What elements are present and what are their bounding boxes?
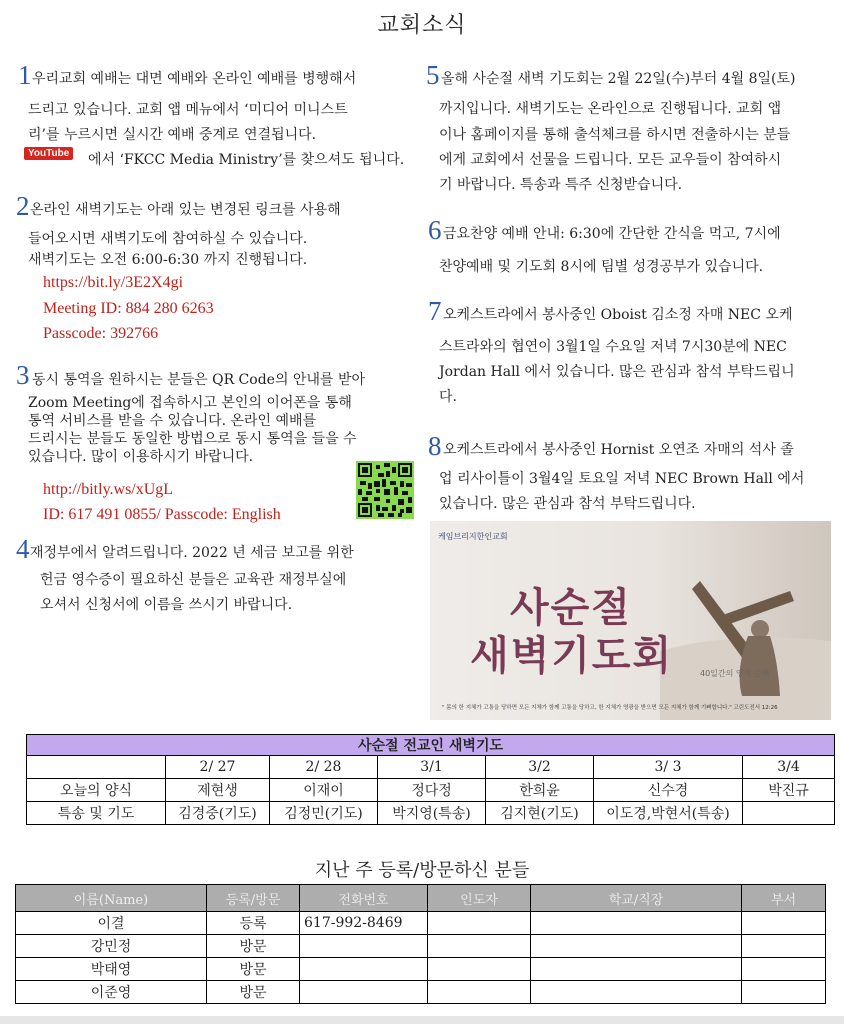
banner-verse: " 몸의 한 지체가 고통을 당하면 모든 지체가 함께 고통을 당하고, 한 지체가 영광을 받으면 모든 지체가 함께 기뻐합니다." 고린도전서 12:26 (442, 705, 778, 711)
table-cell (428, 935, 531, 958)
notice-line: 새벽기도는 오전 6:00-6:30 까지 진행됩니다. (28, 252, 308, 268)
date-cell: 2/ 27 (166, 756, 270, 779)
table-cell: 방문 (207, 981, 300, 1004)
notice-line: 오셔서 신청서에 이름을 쓰시기 바랍니다. (40, 597, 293, 613)
church-logo: 케임브리지한인교회 (438, 532, 508, 541)
notice-number: 3 (16, 360, 30, 390)
table-cell (742, 958, 826, 981)
table-row (27, 802, 835, 825)
notice-line: 들어오시면 새벽기도에 참여하실 수 있습니다. (28, 231, 308, 247)
notice-line: 에서 ‘FKCC Media Ministry’를 찾으셔도 됩니다. (88, 152, 405, 168)
row-label: 특송 및 기도 (27, 802, 166, 825)
row-label: 오늘의 양식 (27, 779, 166, 802)
table-cell (428, 981, 531, 1004)
notice-line: 올해 사순절 새벽 기도회는 2월 22일(수)부터 4월 8일(토) (441, 71, 796, 87)
table-cell (428, 958, 531, 981)
table-row (16, 958, 826, 981)
interpretation-id: ID: 617 491 0855/ Passcode: English (43, 506, 281, 523)
table-cell: 한희윤 (486, 779, 594, 802)
table-cell (742, 981, 826, 1004)
notice-number: 4 (16, 534, 30, 564)
visitors-header-row (16, 885, 826, 912)
zoom-link[interactable]: https://bit.ly/3E2X4gi (43, 274, 184, 291)
table-cell: 이재이 (270, 779, 378, 802)
notice-line: Zoom Meeting에 접속하시고 본인의 이어폰을 통해 (28, 395, 352, 411)
table-row (16, 912, 826, 935)
table-cell (300, 935, 428, 958)
notice-line: 오케스트라에서 봉사중인 Hornist 오연조 자매의 석사 졸 (443, 442, 794, 458)
column-header: 학교/직장 (531, 885, 742, 912)
table-cell: 제현생 (166, 779, 270, 802)
banner-title-1: 사순절 (510, 585, 632, 631)
notice-number: 5 (426, 60, 440, 90)
table-row (16, 981, 826, 1004)
column-header: 등록/방문 (207, 885, 300, 912)
schedule-date-row (27, 756, 835, 779)
table-cell: 박지영(특송) (378, 802, 486, 825)
visitors-table (15, 884, 826, 1004)
column-header: 인도자 (428, 885, 531, 912)
column-header: 부서 (742, 885, 826, 912)
notice-line: 기 바랍니다. 특송과 특주 신청받습니다. (439, 177, 683, 193)
notice-line: 있습니다. 많은 관심과 참석 부탁드립니다. (439, 496, 696, 512)
date-cell: 3/4 (743, 756, 835, 779)
notice-line: 이나 홈페이지를 통해 출석체크를 하시면 전출하시는 분들 (439, 127, 791, 143)
notice-line: 다. (439, 389, 457, 405)
banner-subtitle: 40일간의 영적 순례 (700, 669, 770, 678)
banner-title-2: 새벽기도회 (470, 633, 674, 679)
notice-number: 1 (18, 60, 32, 90)
notice-line: 우리교회 예배는 대면 예배와 온라인 예배를 병행해서 (32, 71, 357, 87)
notice-number: 6 (428, 215, 442, 245)
table-cell: 박태영 (16, 958, 207, 981)
notice-number: 7 (428, 296, 442, 326)
date-cell: 2/ 28 (270, 756, 378, 779)
table-cell (300, 981, 428, 1004)
notice-line: 스트라와의 협연이 3월1일 수요일 저녁 7시30분에 NEC (439, 339, 787, 355)
table-cell (742, 912, 826, 935)
table-cell: 강민정 (16, 935, 207, 958)
notice-line: 재정부에서 알려드립니다. 2022 년 세금 보고를 위한 (30, 545, 354, 561)
table-row (27, 779, 835, 802)
notice-line: 드리시는 분들도 동일한 방법으로 동시 통역을 들을 수 (28, 431, 357, 447)
notice-line: 에게 교회에서 선물을 드립니다. 모든 교우들이 참여하시 (439, 152, 782, 168)
page-title: 교회소식 (377, 13, 467, 38)
page-bottom-edge (0, 1016, 844, 1024)
passcode: Passcode: 392766 (43, 325, 159, 342)
table-cell (531, 935, 742, 958)
table-cell: 김경중(기도) (166, 802, 270, 825)
table-cell (742, 935, 826, 958)
date-cell: 3/1 (378, 756, 486, 779)
table-cell: 이준영 (16, 981, 207, 1004)
schedule-title-row (27, 735, 835, 756)
table-cell (428, 912, 531, 935)
table-cell (531, 958, 742, 981)
table-cell: 이결 (16, 912, 207, 935)
table-cell: 방문 (207, 935, 300, 958)
column-header: 전화번호 (300, 885, 428, 912)
qr-code-icon[interactable] (356, 461, 414, 519)
date-cell: 3/2 (486, 756, 594, 779)
meeting-id: Meeting ID: 884 280 6263 (43, 300, 214, 317)
notice-line: 오케스트라에서 봉사중인 Oboist 김소정 자매 NEC 오케 (443, 307, 793, 323)
table-cell: 정다정 (378, 779, 486, 802)
table-cell (531, 912, 742, 935)
schedule-title: 사순절 전교인 새벽기도 (27, 735, 835, 756)
visitors-title: 지난 주 등록/방문하신 분들 (314, 860, 530, 881)
date-cell: 3/ 3 (594, 756, 743, 779)
notice-line: 헌금 영수증이 필요하신 분들은 교육관 재정부실에 (40, 572, 347, 588)
notice-line: 온라인 새벽기도는 아래 있는 변경된 링크를 사용해 (30, 202, 341, 218)
notice-line: Jordan Hall 에서 있습니다. 많은 관심과 참석 부탁드립니 (439, 364, 795, 380)
notice-number: 8 (428, 431, 442, 461)
table-cell (300, 958, 428, 981)
table-cell: 등록 (207, 912, 300, 935)
table-cell: 김지현(기도) (486, 802, 594, 825)
youtube-logo-icon: YouTube (24, 147, 73, 160)
notice-line: 금요찬양 예배 안내: 6:30에 간단한 간식을 먹고, 7시에 (443, 226, 781, 242)
table-cell (531, 981, 742, 1004)
table-cell: 신수경 (594, 779, 743, 802)
notice-line: 동시 통역을 원하시는 분들은 QR Code의 안내를 받아 (32, 372, 365, 388)
table-row (16, 935, 826, 958)
table-cell: 617-992-8469 (300, 912, 428, 935)
table-cell: 김정민(기도) (270, 802, 378, 825)
table-cell: 박진규 (743, 779, 835, 802)
table-cell: 이도경,박현서(특송) (594, 802, 743, 825)
column-header: 이름(Name) (16, 885, 207, 912)
schedule-table (26, 734, 835, 825)
notice-line: 찬양예배 및 기도회 8시에 팀별 성경공부가 있습니다. (439, 259, 764, 275)
lent-prayer-banner (430, 521, 831, 720)
notice-line: 리’를 누르시면 실시간 예배 중계로 연결됩니다. (28, 127, 317, 143)
notice-line: 까지입니다. 새벽기도는 온라인으로 진행됩니다. 교회 앱 (439, 101, 782, 117)
notice-line: 통역 서비스를 받을 수 있습니다. 온라인 예배를 (28, 413, 317, 429)
notice-line: 드리고 있습니다. 교회 앱 메뉴에서 ‘미디어 미니스트 (28, 102, 348, 118)
interpretation-link[interactable]: http://bitly.ws/xUgL (43, 481, 174, 498)
notice-line: 있습니다. 많이 이용하시기 바랍니다. (28, 449, 254, 465)
notice-number: 2 (16, 191, 30, 221)
notice-line: 업 리사이틀이 3월4일 토요일 저녁 NEC Brown Hall 에서 (439, 471, 805, 487)
table-cell: 방문 (207, 958, 300, 981)
date-cell (27, 756, 166, 779)
table-cell (743, 802, 835, 825)
